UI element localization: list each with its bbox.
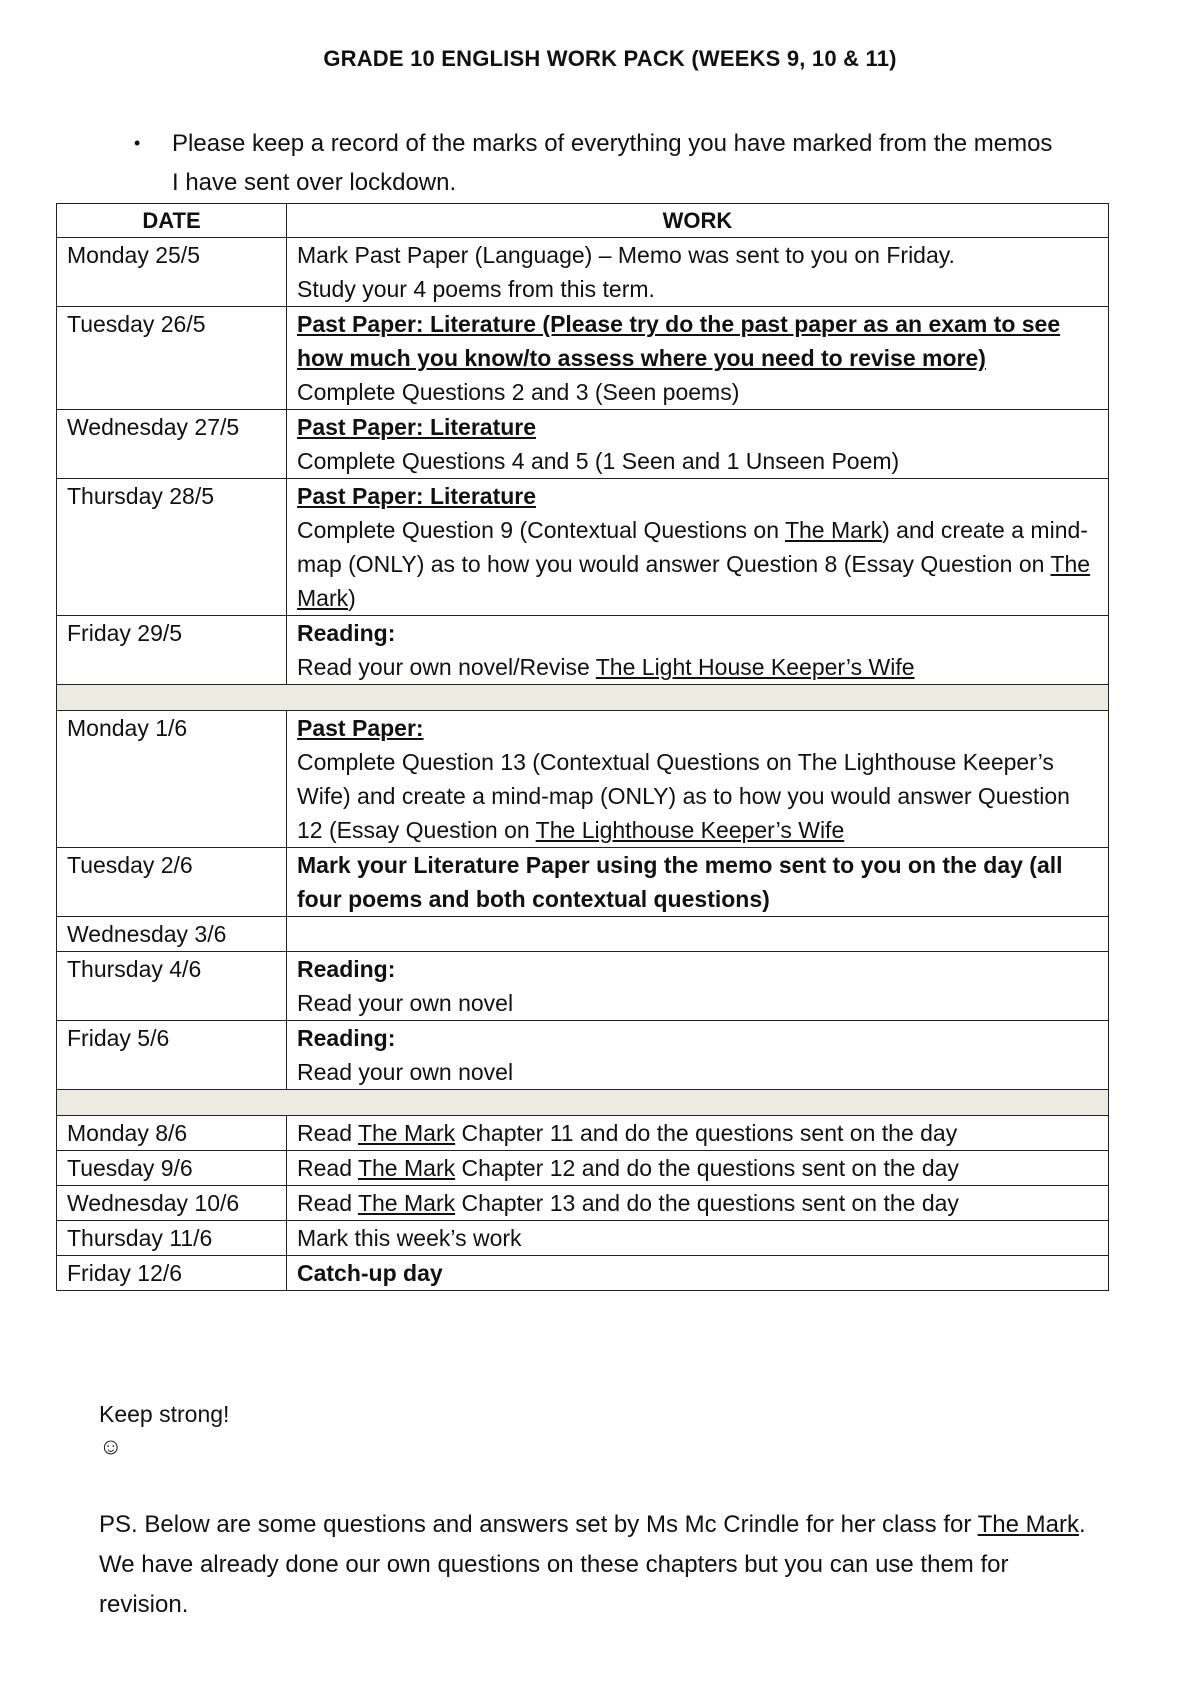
work-line: Read your own novel bbox=[297, 990, 514, 1016]
work-line: Mark Past Paper (Language) – Memo was sent to you on Friday. bbox=[297, 242, 955, 268]
work-cell bbox=[287, 917, 1109, 952]
column-header-date: DATE bbox=[57, 204, 287, 238]
work-line: Mark your Literature Paper using the memo sent to you on the day (all four poems and both contextual questions) bbox=[297, 852, 1063, 912]
table-row bbox=[57, 711, 1109, 848]
date-cell: Thursday 4/6 bbox=[57, 952, 287, 1021]
task-heading: Past Paper: Literature bbox=[297, 414, 537, 440]
instruction-text: Please keep a record of the marks of everything you have marked from the memos I have sent over lockdown. bbox=[172, 130, 1053, 196]
document-title: GRADE 10 ENGLISH WORK PACK (WEEKS 9, 10 & 11) bbox=[323, 46, 897, 71]
work-text: Read bbox=[297, 1190, 358, 1216]
table-row bbox=[57, 1116, 1109, 1151]
work-cell bbox=[287, 1186, 1109, 1221]
table-row bbox=[57, 1186, 1109, 1221]
date-cell: Wednesday 27/5 bbox=[57, 410, 287, 479]
closing-message bbox=[99, 1398, 1099, 1462]
date-cell: Wednesday 10/6 bbox=[57, 1186, 287, 1221]
work-cell bbox=[287, 1151, 1109, 1186]
book-title: The Light House Keeper’s Wife bbox=[595, 654, 915, 680]
table-row bbox=[57, 848, 1109, 917]
work-cell bbox=[287, 711, 1109, 848]
table-row bbox=[57, 479, 1109, 616]
week-separator bbox=[57, 685, 1109, 711]
week-separator bbox=[57, 1090, 1109, 1116]
date-cell: Tuesday 2/6 bbox=[57, 848, 287, 917]
work-cell bbox=[287, 848, 1109, 917]
table-row bbox=[57, 952, 1109, 1021]
table-row bbox=[57, 1021, 1109, 1090]
table-row bbox=[57, 616, 1109, 685]
book-title: The Mark bbox=[357, 1190, 456, 1216]
work-line bbox=[297, 513, 1098, 615]
work-line: Complete Questions 4 and 5 (1 Seen and 1 Unseen Poem) bbox=[297, 448, 900, 474]
work-text: ) bbox=[348, 585, 356, 611]
week-separator-row bbox=[57, 685, 1109, 711]
table-row bbox=[57, 238, 1109, 307]
work-text: Chapter 11 and do the questions sent on the day bbox=[455, 1120, 958, 1146]
closing-text: Keep strong! bbox=[99, 1401, 230, 1427]
work-text: Read your own novel/Revise bbox=[297, 654, 596, 680]
ps-text: . We have already done our own questions on these chapters but you can use them for revision. bbox=[99, 1511, 1086, 1618]
table-row bbox=[57, 307, 1109, 410]
postscript bbox=[99, 1505, 1099, 1625]
date-cell: Monday 25/5 bbox=[57, 238, 287, 307]
work-text: Chapter 13 and do the questions sent on the day bbox=[455, 1190, 959, 1216]
table-row bbox=[57, 1151, 1109, 1186]
book-title: The Mark bbox=[357, 1120, 456, 1146]
date-cell: Friday 12/6 bbox=[57, 1256, 287, 1291]
work-text: Read bbox=[297, 1120, 358, 1146]
book-title: The Mark bbox=[977, 1511, 1079, 1538]
table-row bbox=[57, 917, 1109, 952]
work-text: Complete Question 9 (Contextual Questions on bbox=[297, 517, 785, 543]
table-header-row bbox=[57, 204, 1109, 238]
task-heading: Past Paper: Literature (Please try do the past paper as an exam to see how much you know/to assess where you need to revise more) bbox=[297, 311, 1061, 371]
book-title: The Mark bbox=[297, 551, 1091, 611]
date-cell: Wednesday 3/6 bbox=[57, 917, 287, 952]
date-cell: Friday 5/6 bbox=[57, 1021, 287, 1090]
book-title: The Mark bbox=[784, 517, 883, 543]
work-schedule-table bbox=[56, 203, 1109, 1291]
work-line bbox=[297, 745, 1098, 847]
task-heading: Reading: bbox=[297, 1025, 396, 1051]
work-text: ) and create a mind-map (ONLY) as to how you would answer Question 8 (Essay Question on bbox=[297, 517, 1088, 577]
date-cell: Friday 29/5 bbox=[57, 616, 287, 685]
work-cell: Catch-up day bbox=[287, 1256, 1109, 1291]
work-line: Complete Questions 2 and 3 (Seen poems) bbox=[297, 379, 740, 405]
ps-text: PS. Below are some questions and answers set by Ms Mc Crindle for her class for bbox=[99, 1511, 978, 1538]
date-cell: Thursday 11/6 bbox=[57, 1221, 287, 1256]
work-text: Chapter 12 and do the questions sent on the day bbox=[455, 1155, 959, 1181]
work-text: Complete Question 13 (Contextual Questions on The Lighthouse Keeper’s Wife) and create a mind-map (ONLY) as to how you would answer Question 12 (Essay Question on bbox=[297, 749, 1070, 843]
date-cell: Tuesday 9/6 bbox=[57, 1151, 287, 1186]
work-cell bbox=[287, 238, 1109, 307]
work-cell bbox=[287, 479, 1109, 616]
date-cell: Monday 8/6 bbox=[57, 1116, 287, 1151]
column-header-work: WORK bbox=[287, 204, 1109, 238]
work-line bbox=[297, 650, 1098, 684]
book-title: The Lighthouse Keeper’s Wife bbox=[535, 817, 845, 843]
work-cell bbox=[287, 307, 1109, 410]
work-cell bbox=[287, 410, 1109, 479]
work-cell bbox=[287, 1116, 1109, 1151]
date-cell: Thursday 28/5 bbox=[57, 479, 287, 616]
work-line: Study your 4 poems from this term. bbox=[297, 276, 655, 302]
work-cell bbox=[287, 952, 1109, 1021]
table-row bbox=[57, 1256, 1109, 1291]
table-row bbox=[57, 1221, 1109, 1256]
smiley-icon: ☺ bbox=[99, 1433, 123, 1459]
task-heading: Reading: bbox=[297, 956, 396, 982]
work-cell: Mark this week’s work bbox=[287, 1221, 1109, 1256]
work-line: Read your own novel bbox=[297, 1059, 514, 1085]
book-title: The Mark bbox=[357, 1155, 456, 1181]
instruction-note bbox=[134, 124, 1064, 202]
work-text: Read bbox=[297, 1155, 358, 1181]
work-cell bbox=[287, 616, 1109, 685]
week-separator-row bbox=[57, 1090, 1109, 1116]
date-cell: Tuesday 26/5 bbox=[57, 307, 287, 410]
bullet-icon: • bbox=[134, 133, 141, 153]
table-row bbox=[57, 410, 1109, 479]
task-heading: Past Paper: bbox=[297, 715, 424, 741]
date-cell: Monday 1/6 bbox=[57, 711, 287, 848]
task-heading: Reading: bbox=[297, 620, 396, 646]
work-cell bbox=[287, 1021, 1109, 1090]
task-heading: Past Paper: Literature bbox=[297, 483, 537, 509]
